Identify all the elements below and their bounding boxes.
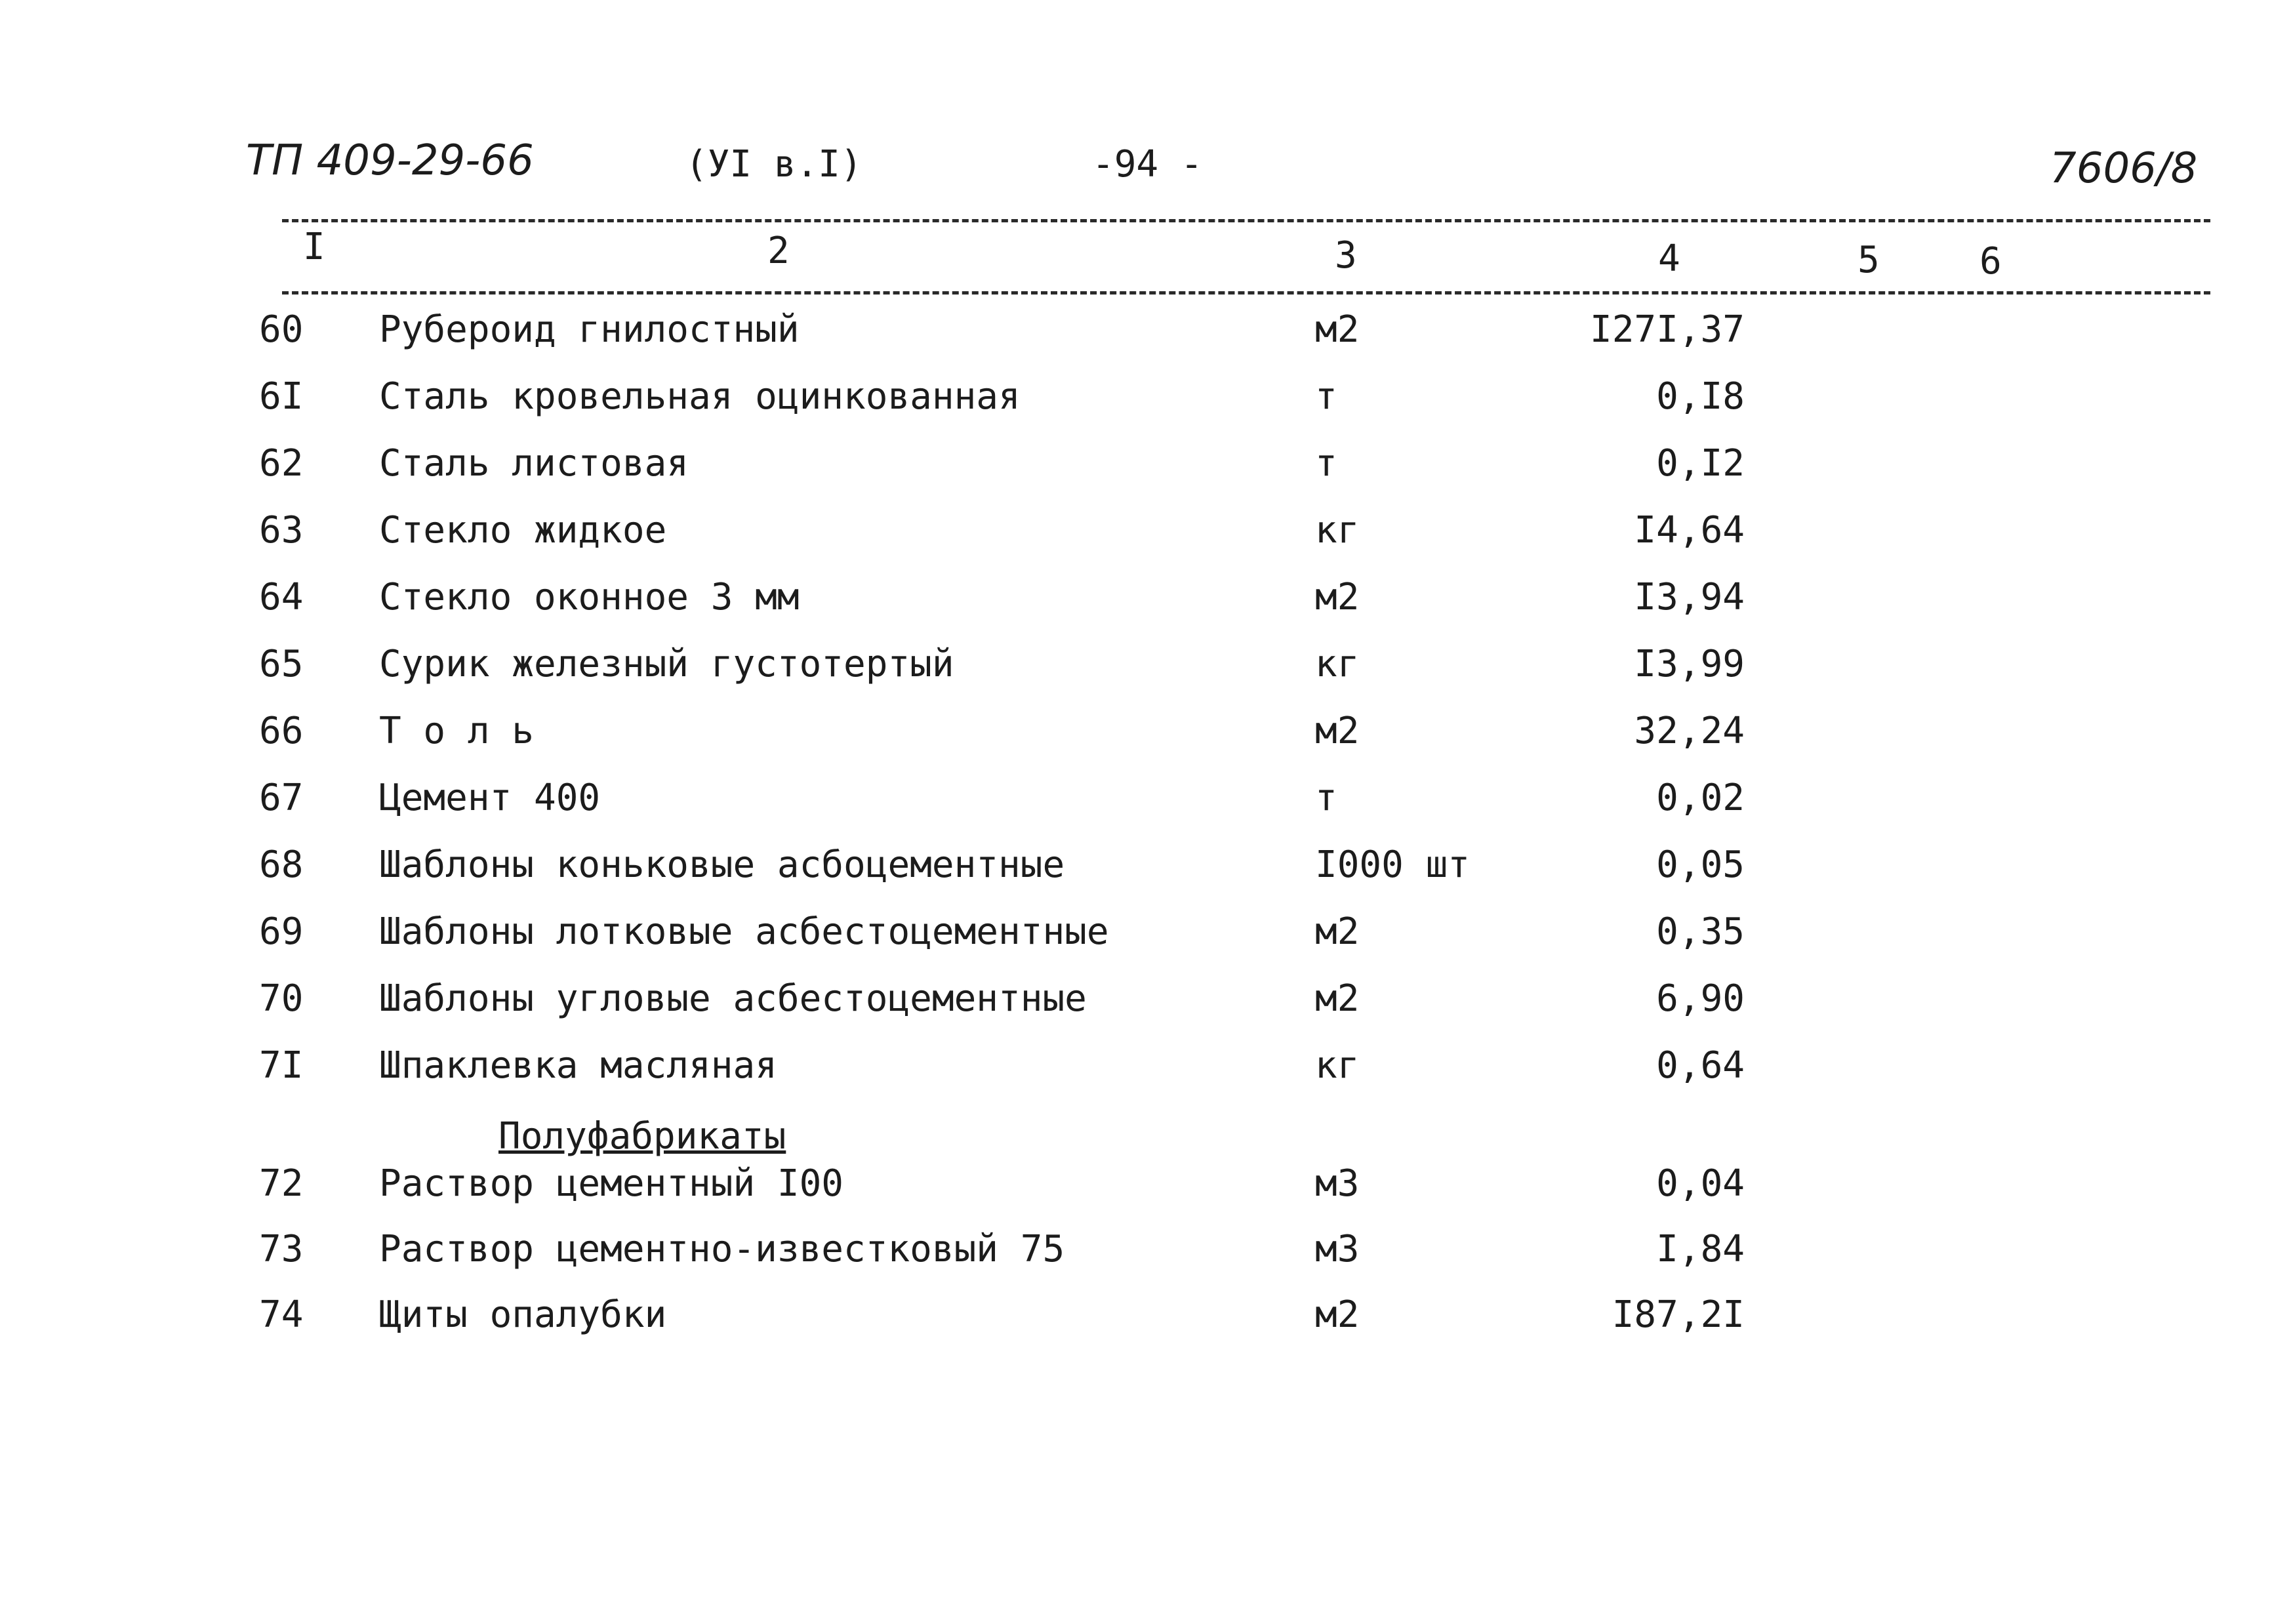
unit-of-measure: кг: [1315, 643, 1360, 685]
row-number: 73: [259, 1228, 304, 1270]
material-name: Т о л ь: [379, 710, 535, 752]
column-header-5: 5: [1857, 239, 1880, 281]
material-name: Шаблоны угловые асбестоцементные: [379, 977, 1087, 1020]
unit-of-measure: т: [1315, 375, 1337, 418]
quantity: 0,64: [1656, 1044, 1745, 1087]
row-number: 62: [259, 442, 304, 485]
quantity: I,84: [1656, 1228, 1745, 1270]
unit-of-measure: м2: [1315, 308, 1360, 351]
unit-of-measure: т: [1315, 777, 1337, 819]
quantity: I3,94: [1634, 576, 1745, 619]
row-number: 69: [259, 910, 304, 953]
section-title: Полуфабрикаты: [498, 1115, 786, 1158]
unit-of-measure: м3: [1315, 1228, 1360, 1270]
quantity: 0,02: [1656, 777, 1745, 819]
material-name: Цемент 400: [379, 777, 601, 819]
unit-of-measure: м2: [1315, 576, 1360, 619]
material-name: Шпаклевка масляная: [379, 1044, 777, 1087]
document-id: 7606/8: [2050, 144, 2198, 193]
unit-of-measure: кг: [1315, 1044, 1360, 1087]
quantity: 0,I2: [1656, 442, 1745, 485]
document-code: ТП 409-29-66: [246, 136, 534, 185]
unit-of-measure: I000 шт: [1315, 843, 1471, 886]
column-header-6: 6: [1979, 240, 2002, 283]
material-name: Шаблоны лотковые асбестоцементные: [379, 910, 1109, 953]
material-name: Стекло оконное 3 мм: [379, 576, 800, 619]
quantity: 0,05: [1656, 843, 1745, 886]
volume-label: (УI в.I): [685, 143, 862, 186]
quantity: I3,99: [1634, 643, 1745, 685]
material-name: Раствор цементный I00: [379, 1162, 844, 1205]
unit-of-measure: м2: [1315, 710, 1360, 752]
unit-of-measure: м2: [1315, 910, 1360, 953]
page-number: -94 -: [1092, 143, 1203, 186]
column-header-2: 2: [767, 230, 790, 272]
unit-of-measure: м2: [1315, 977, 1360, 1020]
quantity: I87,2I: [1612, 1293, 1745, 1336]
row-number: 67: [259, 777, 304, 819]
row-number: 65: [259, 643, 304, 685]
quantity: I27I,37: [1589, 308, 1745, 351]
column-header-4: 4: [1658, 237, 1680, 280]
row-number: 70: [259, 977, 304, 1020]
row-number: 74: [259, 1293, 304, 1336]
column-header-1: I: [303, 226, 325, 268]
material-name: Шаблоны коньковые асбоцементные: [379, 843, 1065, 886]
material-name: Стекло жидкое: [379, 509, 667, 552]
quantity: I4,64: [1634, 509, 1745, 552]
unit-of-measure: м3: [1315, 1162, 1360, 1205]
row-number: 66: [259, 710, 304, 752]
quantity: 0,I8: [1656, 375, 1745, 418]
material-name: Рубероид гнилостный: [379, 308, 800, 351]
material-name: Сурик железный густотертый: [379, 643, 954, 685]
row-number: 72: [259, 1162, 304, 1205]
material-name: Сталь кровельная оцинкованная: [379, 375, 1021, 418]
row-number: 63: [259, 509, 304, 552]
quantity: 0,04: [1656, 1162, 1745, 1205]
row-number: 60: [259, 308, 304, 351]
quantity: 32,24: [1634, 710, 1745, 752]
quantity: 0,35: [1656, 910, 1745, 953]
unit-of-measure: кг: [1315, 509, 1360, 552]
material-name: Щиты опалубки: [379, 1293, 667, 1336]
unit-of-measure: т: [1315, 442, 1337, 485]
row-number: 6I: [259, 375, 304, 418]
material-name: Сталь листовая: [379, 442, 689, 485]
header-bottom-rule: [282, 291, 2210, 294]
row-number: 7I: [259, 1044, 304, 1087]
material-name: Раствор цементно-известковый 75: [379, 1228, 1065, 1270]
unit-of-measure: м2: [1315, 1293, 1360, 1336]
row-number: 64: [259, 576, 304, 619]
quantity: 6,90: [1656, 977, 1745, 1020]
column-header-3: 3: [1335, 234, 1357, 277]
header-top-rule: [282, 219, 2210, 222]
row-number: 68: [259, 843, 304, 886]
